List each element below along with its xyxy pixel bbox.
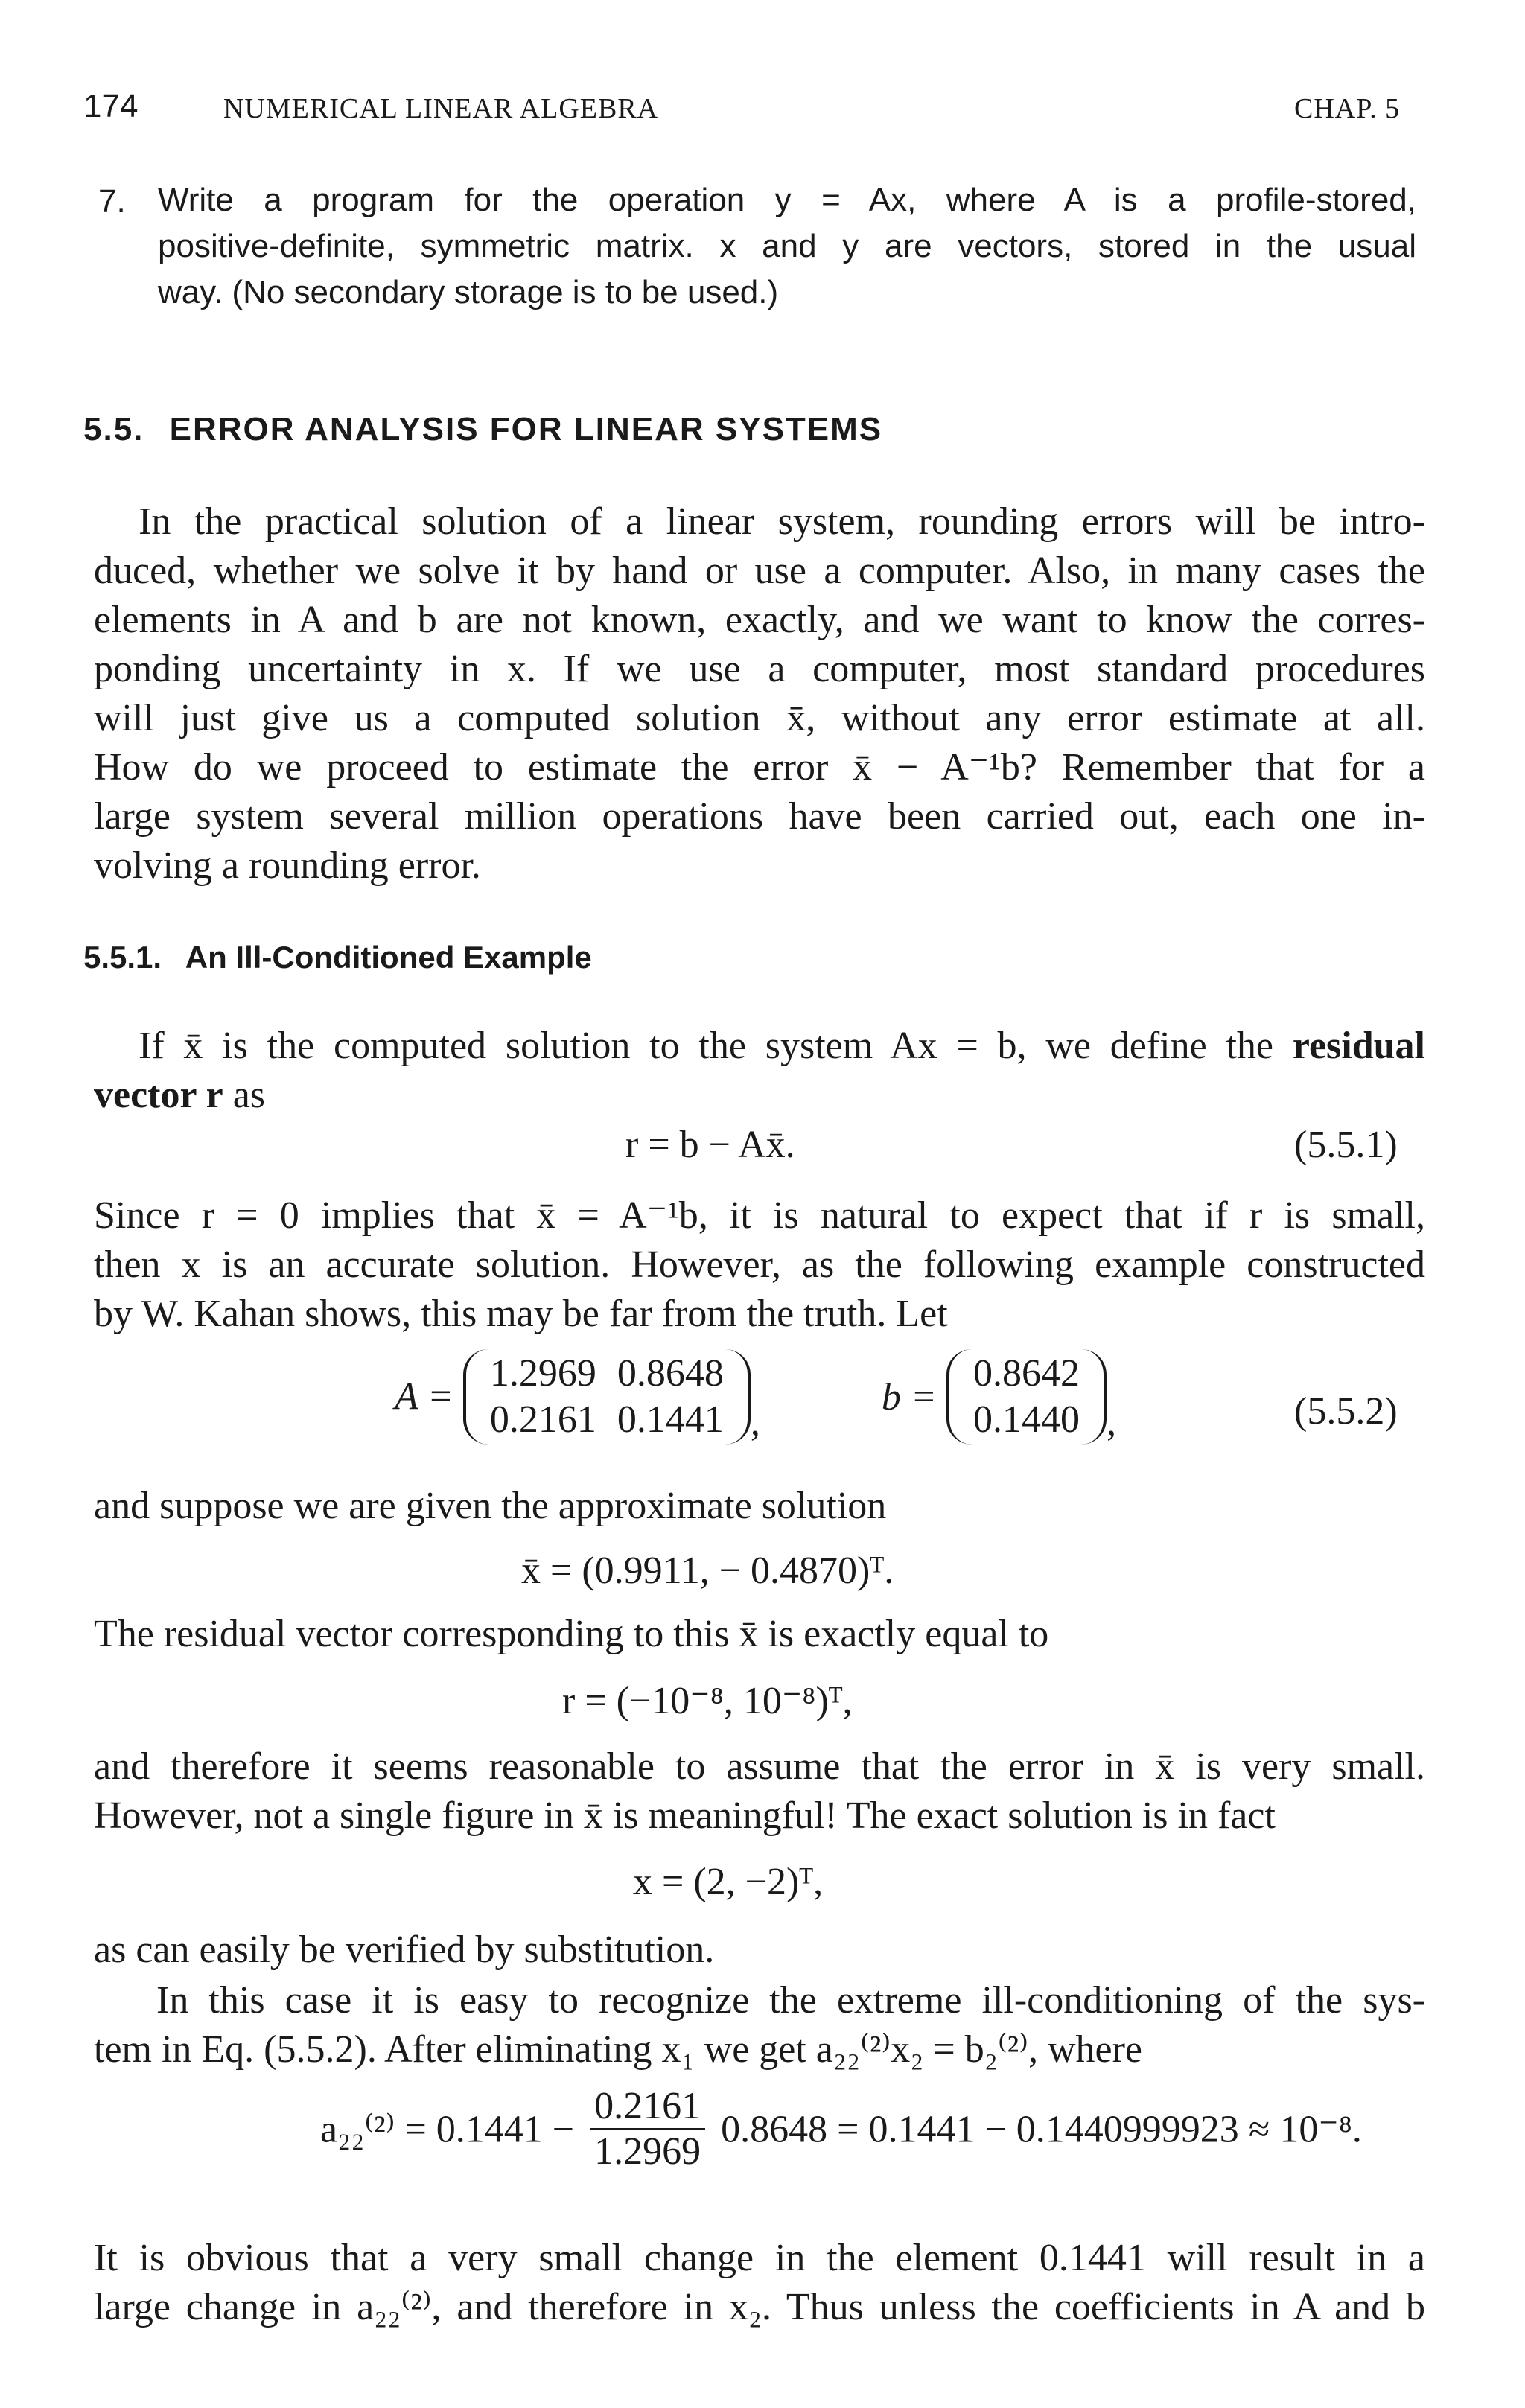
paragraph-line: then x is an accurate solution. However, as the following example constructed [94,1243,1425,1286]
text-run: as [223,1074,266,1116]
paragraph-line: will just give us a computed solution x̄, without any error estimate at all. [94,697,1425,739]
running-title: NUMERICAL LINEAR ALGEBRA [223,93,659,124]
paragraph-line: volving a rounding error. [94,844,481,887]
exercise-line: way. (No secondary storage is to be used.) [158,274,779,310]
paragraph-line: elements in A and b are not known, exactly, and we want to know the corres- [94,599,1425,641]
section-number: 5.5. [83,411,144,447]
equation-5-5-1: r = b − Ax̄. [625,1124,795,1166]
paragraph-line: How do we proceed to estimate the error x̄ − A⁻¹b? Remember that for a [94,746,1425,789]
equation-lhs: a₂₂⁽²⁾ = 0.1441 − [320,2108,575,2151]
exercise-line: positive-definite, symmetric matrix. x and y are vectors, stored in the usual [158,228,1416,264]
matrix-cell: 0.1441 [617,1398,724,1441]
text-run: If x̄ is the computed solution to the system Ax = b, we define the [139,1025,1274,1067]
matrix-A-label: A = [395,1375,453,1418]
term-residual: residual [1292,1025,1426,1067]
equation-number: (5.5.1) [1294,1124,1398,1166]
equation-number: (5.5.2) [1294,1390,1398,1433]
equation-approx-solution: x̄ = (0.9911, − 0.4870)ᵀ. [521,1549,894,1592]
equation-rhs: 0.8648 = 0.1441 − 0.1440999923 ≈ 10⁻⁸. [721,2108,1362,2151]
exercise-text [158,177,1416,316]
paragraph-kahan [94,1191,1425,1339]
paragraph-residual-vector: The residual vector corresponding to this x̄ is exactly equal to [94,1613,1049,1655]
paragraph-line [94,1022,1425,1071]
paragraph-line: duced, whether we solve it by hand or use a computer. Also, in many cases the [94,550,1425,592]
paragraph-ill-conditioning [94,1976,1425,2074]
paragraph-line: large system several million operations have been carried out, each one in- [94,795,1425,838]
paragraph-line: Since r = 0 implies that x̄ = A⁻¹b, it is natural to expect that if r is small, [94,1194,1425,1237]
exercise-line: Write a program for the operation y = Ax, where A is a profile-stored, [158,182,1416,218]
paragraph-line: However, not a single figure in x̄ is meaningful! The exact solution is in fact [94,1794,1276,1837]
paragraph-error-small [94,1742,1425,1841]
subsection-title: An Ill-Conditioned Example [185,940,592,975]
paragraph-verified: as can easily be verified by substitution. [94,1928,715,1971]
subsection-number: 5.5.1. [83,940,162,975]
paragraph-line: large change in a₂₂⁽²⁾, and therefore in x₂. Thus unless the coefficients in A and b [94,2286,1425,2328]
matrix-cell: 0.8648 [617,1352,724,1395]
section-title: ERROR ANALYSIS FOR LINEAR SYSTEMS [169,411,883,447]
fraction-numerator: 0.2161 [590,2085,705,2130]
matrix-cell: 0.8642 [973,1352,1080,1395]
chapter-label: CHAP. 5 [1294,93,1401,124]
paragraph-line [94,1071,1425,1120]
paragraph-line: tem in Eq. (5.5.2). After eliminating x₁ we get a₂₂⁽²⁾x₂ = b₂⁽²⁾, where [94,2028,1143,2071]
matrix-A [463,1349,751,1445]
vector-b [946,1349,1107,1445]
term-vector-r: vector r [94,1074,223,1116]
page-number: 174 [83,88,139,124]
paragraph-line: In the practical solution of a linear system, rounding errors will be intro- [139,500,1425,543]
paragraph-approx-solution: and suppose we are given the approximate solution [94,1485,887,1527]
subsection-heading [83,940,592,975]
paragraph-line: In this case it is easy to recognize the extreme ill-conditioning of the sys- [156,1979,1425,2022]
matrix-cell: 0.2161 [489,1398,596,1441]
fraction-denominator: 1.2969 [594,2130,701,2173]
section-heading [83,411,882,448]
paragraph-residual-definition [94,1022,1425,1120]
equation-exact-solution: x = (2, −2)ᵀ, [633,1861,824,1903]
paragraph-conclusion [94,2234,1425,2332]
paragraph-line: and therefore it seems reasonable to assume that the error in x̄ is very small. [94,1745,1425,1788]
matrix-cell: 0.1440 [973,1398,1080,1441]
matrix-cell: 1.2969 [489,1352,596,1395]
paragraph-line: by W. Kahan shows, this may be far from the truth. Let [94,1293,948,1335]
paragraph-line: It is obvious that a very small change in the element 0.1441 will result in a [94,2237,1425,2279]
paragraph-intro [94,497,1425,891]
equation-5-5-2: A = 1.2969 0.8648 0.2161 0.1441 , b = 0.8642 0.1440 , [395,1349,1116,1445]
vector-b-label: b = [881,1375,937,1418]
equation-residual-value: r = (−10⁻⁸, 10⁻⁸)ᵀ, [562,1680,853,1722]
exercise-number: 7. [98,183,126,220]
fraction [590,2085,705,2173]
paragraph-line: ponding uncertainty in x. If we use a computer, most standard procedures [94,648,1425,690]
equation-a22 [320,2085,1362,2173]
